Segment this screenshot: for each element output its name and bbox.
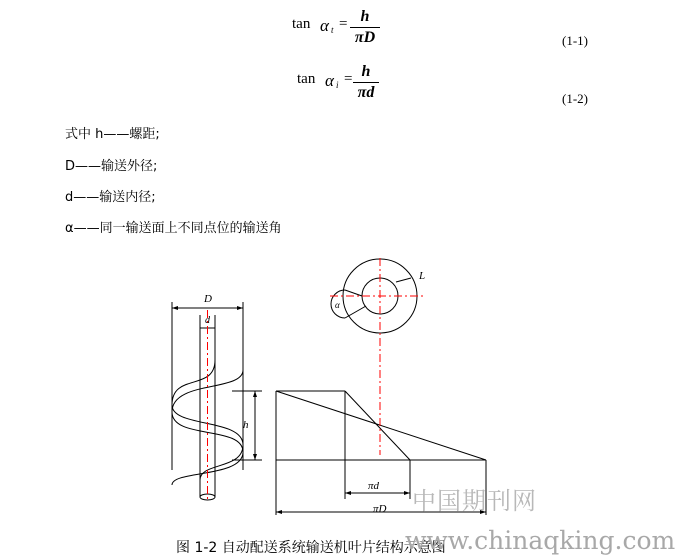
label-d: d (205, 315, 210, 326)
label-h: h (243, 419, 249, 431)
equation-1-func: tan (292, 16, 311, 32)
definition-d: d——输送内径; (65, 190, 156, 205)
definition-h: 式中 h——螺距; (65, 127, 160, 142)
equation-2-numerator: h (361, 63, 371, 80)
label-D: D (204, 293, 212, 305)
equation-1-number: (1-1) (562, 33, 588, 48)
label-pi-D: πD (373, 503, 387, 515)
label-alpha: α (335, 300, 340, 310)
L-arrow (396, 278, 411, 282)
equation-1-var: α (320, 16, 329, 35)
alpha-line-2 (345, 290, 362, 296)
watermark-url: www.chinaqking.com (405, 526, 675, 555)
equation-2-number: (1-2) (562, 91, 588, 106)
equation-2-func: tan (297, 71, 316, 87)
watermark-cn: 中国期刊网 (412, 487, 537, 515)
label-pi-d: πd (368, 480, 380, 492)
equation-1-denominator: πD (354, 29, 376, 46)
equation-2-denominator: πd (357, 84, 375, 101)
alpha-line-1 (345, 306, 366, 318)
definition-D: D——输送外径; (65, 159, 158, 174)
dev-diagonal-long (276, 391, 486, 460)
dev-diagonal-short (345, 391, 410, 460)
equation-1-op: = (339, 16, 348, 32)
equation-1-sub: t (331, 25, 334, 35)
equation-1-numerator: h (360, 8, 370, 25)
definition-alpha: α——同一输送面上不同点位的输送角 (65, 221, 282, 236)
label-L: L (419, 270, 426, 282)
equation-2-sub: i (336, 80, 339, 90)
figure-caption: 图 1-2 自动配送系统输送机叶片结构示意图 (176, 540, 446, 556)
equation-2-var: α (325, 71, 334, 90)
equation-2-op: = (344, 71, 353, 87)
